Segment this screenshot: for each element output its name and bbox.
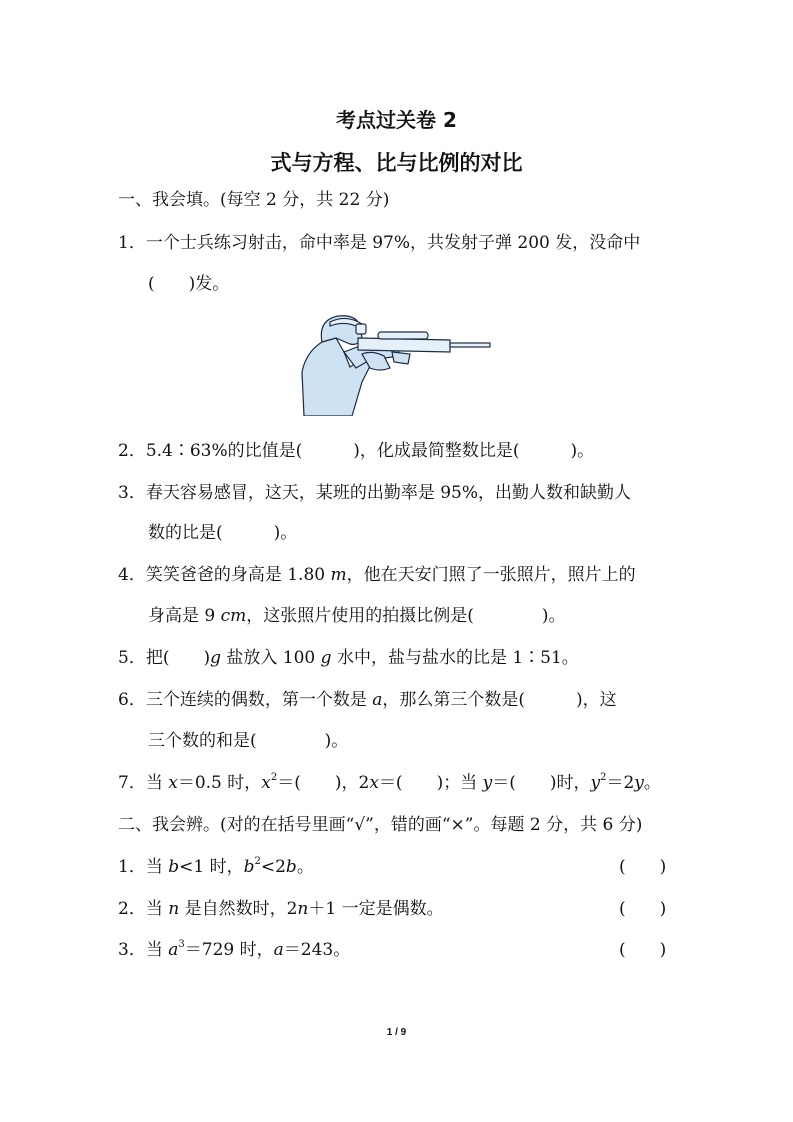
section-2-heading: 二、我会辨。(对的在括号里画“√”，错的画“×”。每题 2 分，共 6 分) xyxy=(118,815,643,835)
question-3-line-2: 数的比是( )。 xyxy=(148,523,298,543)
judge-question-2: 2．当 n 是自然数时，2n＋1 一定是偶数。 xyxy=(118,899,444,919)
soldier-aiming-rifle-illustration xyxy=(300,312,494,416)
question-4-line-1: 4．笑笑爸爸的身高是 1.80 m，他在天安门照了一张照片，照片上的 xyxy=(118,565,636,585)
answer-bracket-2[interactable]: ( ) xyxy=(619,899,667,919)
judge-question-3: 3．当 $a^3=729$ 时，a＝243。 xyxy=(118,939,351,960)
question-7: 7．当 x＝0.5 时，$x^2=$( )，2x＝( )；当 y＝( )时，$y^2=2y$。 xyxy=(118,772,661,793)
question-5: 5．把( )g 盐放入 100 g 水中，盐与盐水的比是 1∶51。 xyxy=(118,648,579,668)
question-3-line-1: 3．春天容易感冒，这天，某班的出勤率是 95%，出勤人数和缺勤人 xyxy=(118,483,632,503)
question-6-line-2: 三个数的和是( )。 xyxy=(148,731,349,751)
question-2: 2．5.4∶63%的比值是( )，化成最简整数比是( )。 xyxy=(118,441,595,461)
question-6-line-1: 6．三个连续的偶数，第一个数是 a，那么第三个数是( )，这 xyxy=(118,690,617,710)
page-title: 考点过关卷 2 xyxy=(336,108,457,132)
page-number: 1 / 9 xyxy=(386,1027,407,1038)
answer-bracket-1[interactable]: ( ) xyxy=(619,857,667,877)
judge-question-1: 1．当 b<1 时，$b^2<2b$。 xyxy=(118,856,314,877)
page-subtitle: 式与方程、比与比例的对比 xyxy=(270,151,523,175)
section-1-heading: 一、我会填。(每空 2 分，共 22 分) xyxy=(118,190,390,210)
answer-bracket-3[interactable]: ( ) xyxy=(619,940,667,960)
question-4-line-2: 身高是 9 cm，这张照片使用的拍摄比例是( )。 xyxy=(148,606,566,626)
question-1-line-1: 1．一个士兵练习射击，命中率是 97%，共发射子弹 200 发，没命中 xyxy=(118,233,641,253)
question-1-line-2: ( )发。 xyxy=(148,274,230,294)
